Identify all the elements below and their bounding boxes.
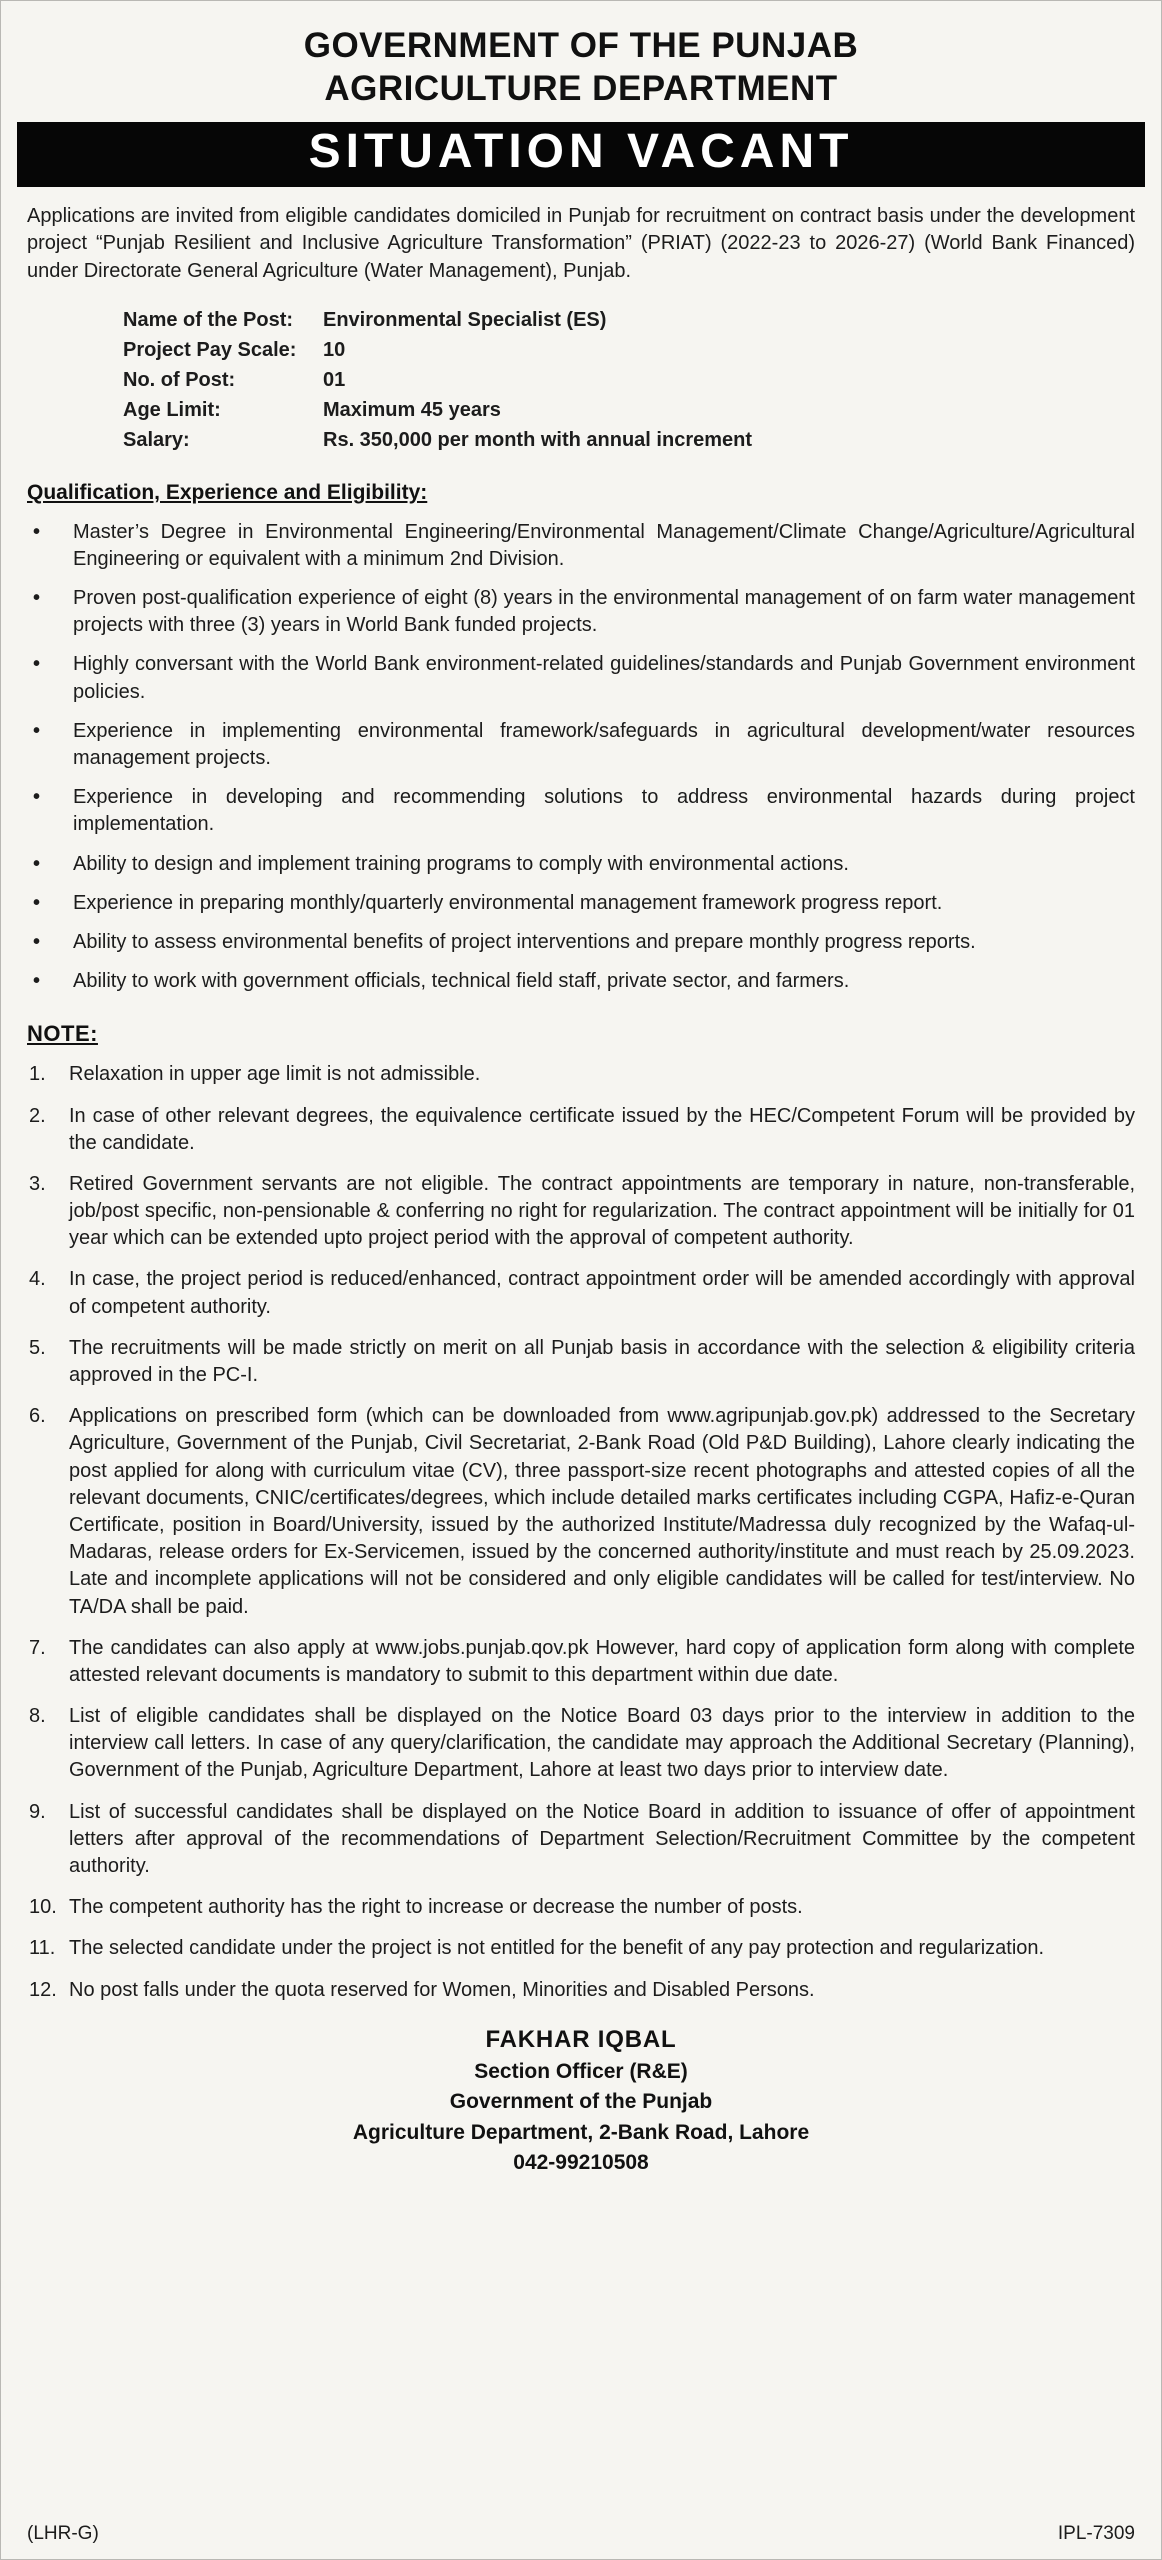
- detail-label: Salary:: [123, 428, 190, 451]
- note-text: Retired Government servants are not eligible. The contract appointments are temporary in nature, non-transferable, job/post specific, non-pensionable & conferring no right for regularization. The contract appointment will be initially for 01 year which can be extended upto project period with the approval of competent authority.: [69, 1172, 1135, 1250]
- note-item: [27, 1894, 1135, 1921]
- note-heading: NOTE:: [27, 1021, 98, 1047]
- qualification-heading: Qualification, Experience and Eligibility:: [27, 480, 428, 504]
- qualification-item-text: • Experience in developing and recommending solutions to address environmental hazards during project implementation.: [73, 786, 1135, 836]
- situation-vacant-banner: SITUATION VACANT: [17, 122, 1145, 187]
- note-number: 12.: [29, 1978, 57, 2001]
- qualification-item-text: • Experience in implementing environmental framework/safeguards in agricultural development/water resources management projects.: [73, 719, 1135, 770]
- detail-label: No. of Post:: [123, 368, 236, 391]
- note-item: [27, 1635, 1135, 1689]
- qualification-item: [27, 890, 1135, 917]
- note-number: 7.: [29, 1636, 46, 1659]
- qualification-item-text: • Master’s Degree in Environmental Engineering/Environmental Management/Climate Change/Agriculture/Agricultural Engineering or equivalent with a minimum 2nd Division.: [73, 520, 1135, 570]
- note-item: [27, 1799, 1135, 1881]
- signatory-address: Agriculture Department, 2-Bank Road, Lahore: [352, 2120, 810, 2144]
- qualification-item-text: • Highly conversant with the World Bank environment-related guidelines/standards and Punjab Government environment policies.: [73, 653, 1135, 703]
- note-number: 3.: [29, 1172, 46, 1195]
- qualification-item: [27, 929, 1135, 956]
- signatory-name: FAKHAR IQBAL: [485, 2025, 677, 2053]
- note-text: In case of other relevant degrees, the equivalence certificate issued by the HEC/Competent Forum will be provided by the candidate.: [69, 1104, 1135, 1154]
- qualification-item: [27, 585, 1135, 639]
- detail-label: Age Limit:: [123, 398, 221, 421]
- note-item: [27, 1103, 1135, 1157]
- footer-left-code: (LHR-G): [27, 2523, 99, 2544]
- note-number: 4.: [29, 1268, 46, 1291]
- note-text: The selected candidate under the project is not entitled for the benefit of any pay protection and regularization.: [69, 1937, 1045, 1960]
- detail-value: Maximum 45 years: [323, 398, 501, 421]
- qualification-item-text: • Proven post-qualification experience of eight (8) years in the environmental management of on farm water management projects with three (3) years in World Bank funded projects.: [73, 587, 1135, 637]
- detail-value: 10: [323, 338, 346, 361]
- note-number: 5.: [29, 1336, 46, 1359]
- note-item: [27, 1703, 1135, 1785]
- note-item: [27, 1935, 1135, 1962]
- qualification-item: [27, 519, 1135, 573]
- detail-value: Environmental Specialist (ES): [323, 308, 607, 331]
- note-list: [27, 1061, 1135, 2017]
- note-text: List of eligible candidates shall be displayed on the Notice Board 03 days prior to the interview in addition to the interview call letters. In case of any query/clarification, the candidate may approach the Additional Secretary (Planning), Government of the Punjab, Agriculture Department, Lahore at least two days prior to interview date.: [69, 1705, 1135, 1782]
- qualification-item-text: • Experience in preparing monthly/quarterly environmental management framework progress report.: [73, 891, 943, 914]
- post-details: [123, 305, 1135, 455]
- note-number: 9.: [29, 1800, 46, 1823]
- note-number: 11.: [29, 1937, 56, 1960]
- note-text: No post falls under the quota reserved for Women, Minorities and Disabled Persons.: [69, 1978, 815, 2001]
- qualification-item: [27, 968, 1135, 995]
- note-text: The recruitments will be made strictly on merit on all Punjab basis in accordance with the selection & eligibility criteria approved in the PC-I.: [69, 1336, 1135, 1387]
- qualification-list: [27, 519, 1135, 1008]
- note-item: [27, 1171, 1135, 1253]
- note-number: 8.: [29, 1705, 46, 1728]
- qualification-item-text: • Ability to assess environmental benefits of project interventions and prepare monthly progress reports.: [73, 930, 976, 953]
- intro-paragraph: Applications are invited from eligible candidates domiciled in Punjab for recruitment on contract basis under the development project “Punjab Resilient and Inclusive Agriculture Transformation” (PRIAT) (2022-23 to 2026-27) (World Bank Financed) under Directorate General Agriculture (Water Management), Punjab.: [27, 205, 1135, 282]
- footer-row: [27, 2503, 1135, 2545]
- title-department: AGRICULTURE DEPARTMENT: [324, 68, 838, 108]
- note-number: 2.: [29, 1104, 46, 1127]
- header: [27, 25, 1135, 110]
- qualification-item: [27, 784, 1135, 838]
- detail-label: Name of the Post:: [123, 308, 294, 331]
- note-text: List of successful candidates shall be displayed on the Notice Board in addition to issuance of offer of appointment letters after approval of the recommendations of Department Selection/Recruitment Committee by the competent authority.: [69, 1800, 1135, 1878]
- footer-right-code: IPL-7309: [1057, 2523, 1135, 2544]
- signature-block: [27, 2026, 1135, 2179]
- note-text: Applications on prescribed form (which can be downloaded from www.agripunjab.gov.pk) addressed to the Secretary Agriculture, Government of the Punjab, Civil Secretariat, 2-Bank Road (Old P&D Building), Lahore clearly indicating the post applied for along with curriculum vitae (CV), three passport-size recent photographs and attested copies of all the relevant documents, CNIC/certificates/degrees, which include detailed marks certificates including CGPA, Hafiz-e-Quran Certificate, position in Board/University, issued by the authorized Institute/Madressa duly recognized by the Wafaq-ul-Madaras, release orders for Ex-Servicemen, issued by the concerned authority/institute and must reach by 25.09.2023. Late and incomplete applications will not be considered and only eligible candidates will be called for test/interview. No TA/DA shall be paid.: [69, 1405, 1135, 1618]
- detail-row-post-name: [123, 305, 1135, 335]
- detail-row-salary: [123, 425, 1135, 455]
- qualification-item: [27, 851, 1135, 878]
- note-text: Relaxation in upper age limit is not admissible.: [69, 1063, 481, 1086]
- detail-row-pay-scale: [123, 335, 1135, 365]
- detail-value: Rs. 350,000 per month with annual increment: [323, 428, 753, 451]
- note-item: [27, 1266, 1135, 1320]
- note-number: 10.: [29, 1896, 57, 1919]
- signatory-phone: 042-99210508: [513, 2151, 649, 2175]
- note-item: [27, 1335, 1135, 1389]
- note-text: The candidates can also apply at www.jobs.punjab.qov.pk However, hard copy of application form along with complete attested relevant documents is mandatory to submit to this department within due date.: [69, 1636, 1135, 1686]
- detail-value: 01: [323, 368, 346, 391]
- detail-label: Project Pay Scale:: [123, 338, 297, 361]
- note-number: 6.: [29, 1405, 46, 1428]
- signatory-title: Section Officer (R&E): [474, 2059, 688, 2083]
- qualification-item-text: • Ability to design and implement training programs to comply with environmental actions.: [73, 852, 849, 875]
- qualification-item: [27, 718, 1135, 772]
- qualification-item: [27, 651, 1135, 705]
- qualification-item-text: • Ability to work with government officials, technical field staff, private sector, and farmers.: [73, 970, 850, 993]
- note-text: The competent authority has the right to increase or decrease the number of posts.: [69, 1896, 803, 1919]
- detail-row-age-limit: [123, 395, 1135, 425]
- note-number: 1.: [29, 1063, 46, 1086]
- note-text: In case, the project period is reduced/enhanced, contract appointment order will be amended accordingly with approval of competent authority.: [69, 1268, 1135, 1318]
- note-item: [27, 1403, 1135, 1621]
- note-item: [27, 1977, 1135, 2004]
- title-government: GOVERNMENT OF THE PUNJAB: [303, 26, 859, 65]
- detail-row-no-of-post: [123, 365, 1135, 395]
- signatory-org: Government of the Punjab: [449, 2090, 713, 2114]
- note-item: [27, 1061, 1135, 1088]
